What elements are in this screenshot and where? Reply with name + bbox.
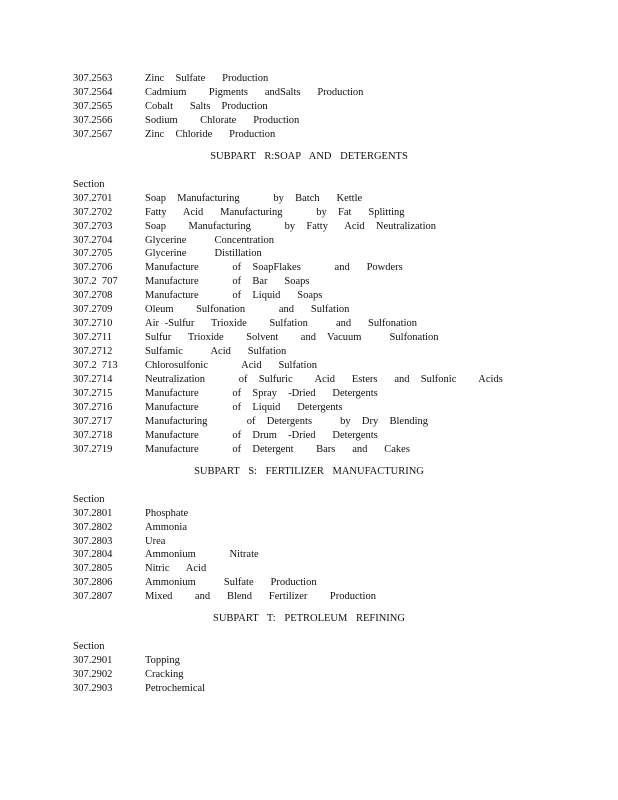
section-number: 307.2717 bbox=[73, 415, 113, 427]
section-title: Nitric Acid bbox=[145, 563, 207, 575]
section-number: 307.2902 bbox=[73, 669, 113, 681]
section-number: 307.2706 bbox=[73, 262, 113, 274]
section-number: 307.2804 bbox=[73, 549, 113, 561]
section-number: 307.2802 bbox=[73, 521, 113, 533]
section-title: Soap Manufacturing by Fatty Acid Neutralization bbox=[145, 220, 436, 232]
section-number: 307.2702 bbox=[73, 206, 113, 218]
section-title: Manufacture of Bar Soaps bbox=[145, 276, 310, 288]
section-title: Cracking bbox=[145, 669, 184, 681]
section-number: 307.2903 bbox=[73, 683, 113, 695]
section-title: Manufacturing of Detergents by Dry Blending bbox=[145, 415, 429, 427]
section-number: 307.2 707 bbox=[73, 276, 118, 288]
section-number: 307.2703 bbox=[73, 220, 113, 232]
section-title: Manufacture of Detergent Bars and Cakes bbox=[145, 443, 410, 455]
section-number: 307.2709 bbox=[73, 304, 113, 316]
section-number: 307.2564 bbox=[73, 86, 113, 98]
section-title: Urea bbox=[145, 535, 166, 547]
section-number: 307.2805 bbox=[73, 563, 113, 575]
section-number: 307.2718 bbox=[73, 429, 113, 441]
section-number: 307.2704 bbox=[73, 234, 113, 246]
section-number: 307.2565 bbox=[73, 100, 113, 112]
section-title: Chlorosulfonic Acid Sulfation bbox=[145, 360, 317, 372]
section-number: 307.2705 bbox=[73, 248, 113, 260]
section-title: Cobalt Salts Production bbox=[145, 100, 268, 112]
subpart-heading: SUBPART R:SOAP AND DETERGENTS bbox=[210, 150, 408, 162]
section-number: 307.2801 bbox=[73, 507, 113, 519]
section-number: 307.2806 bbox=[73, 577, 113, 589]
section-title: Air -Sulfur Trioxide Sulfation and Sulfonation bbox=[145, 318, 417, 330]
section-title: Glycerine Distillation bbox=[145, 248, 262, 260]
section-number: 307.2803 bbox=[73, 535, 113, 547]
section-number: 307.2807 bbox=[73, 591, 113, 603]
subpart-heading: SUBPART T: PETROLEUM REFINING bbox=[213, 613, 405, 625]
section-title: Petrochemical bbox=[145, 683, 206, 695]
section-title: Neutralization of Sulfuric Acid Esters and Sulfonic Acids bbox=[145, 374, 503, 385]
section-column-label: Section bbox=[73, 641, 105, 653]
section-number: 307.2567 bbox=[73, 128, 113, 140]
section-title: Manufacture of Liquid Detergents bbox=[145, 401, 343, 413]
section-title: Soap Manufacturing by Batch Kettle bbox=[145, 192, 363, 204]
section-title: Sodium Chlorate Production bbox=[145, 114, 300, 126]
section-number: 307.2566 bbox=[73, 114, 113, 126]
section-title: Fatty Acid Manufacturing by Fat Splitting bbox=[145, 206, 405, 218]
section-column-label: Section bbox=[73, 178, 105, 190]
section-title: Ammonium Sulfate Production bbox=[145, 577, 317, 589]
section-number: 307.2708 bbox=[73, 290, 113, 302]
section-number: 307.2715 bbox=[73, 387, 113, 399]
section-number: 307.2 713 bbox=[73, 360, 118, 372]
section-title: Topping bbox=[145, 655, 180, 667]
section-title: Glycerine Concentration bbox=[145, 234, 275, 246]
section-title: Oleum Sulfonation and Sulfation bbox=[145, 304, 350, 316]
section-title: Manufacture of Liquid Soaps bbox=[145, 290, 323, 302]
section-number: 307.2716 bbox=[73, 401, 113, 413]
section-column-label: Section bbox=[73, 493, 105, 505]
section-number: 307.2712 bbox=[73, 346, 113, 358]
section-title: Sulfur Trioxide Solvent and Vacuum Sulfonation bbox=[145, 332, 439, 344]
section-title: Ammonia bbox=[145, 521, 187, 533]
section-title: Ammonium Nitrate bbox=[145, 549, 259, 561]
section-title: Mixed and Blend Fertilizer Production bbox=[145, 591, 376, 603]
section-title: Sulfamic Acid Sulfation bbox=[145, 346, 287, 358]
section-title: Manufacture of Drum -Dried Detergents bbox=[145, 429, 378, 441]
section-title: Phosphate bbox=[145, 507, 189, 519]
section-title: Cadmium Pigments andSalts Production bbox=[145, 86, 364, 98]
section-number: 307.2710 bbox=[73, 318, 113, 330]
section-title: Manufacture of Spray -Dried Detergents bbox=[145, 387, 378, 399]
section-title: Zinc Sulfate Production bbox=[145, 73, 269, 84]
section-number: 307.2714 bbox=[73, 374, 113, 385]
section-title: Manufacture of SoapFlakes and Powders bbox=[145, 262, 403, 274]
section-number: 307.2901 bbox=[73, 655, 113, 667]
subpart-heading: SUBPART S: FERTILIZER MANUFACTURING bbox=[194, 465, 424, 477]
section-number: 307.2719 bbox=[73, 443, 113, 455]
section-number: 307.2701 bbox=[73, 192, 113, 204]
section-title: Zinc Chloride Production bbox=[145, 128, 276, 140]
section-number: 307.2563 bbox=[73, 73, 113, 84]
section-number: 307.2711 bbox=[73, 332, 112, 344]
